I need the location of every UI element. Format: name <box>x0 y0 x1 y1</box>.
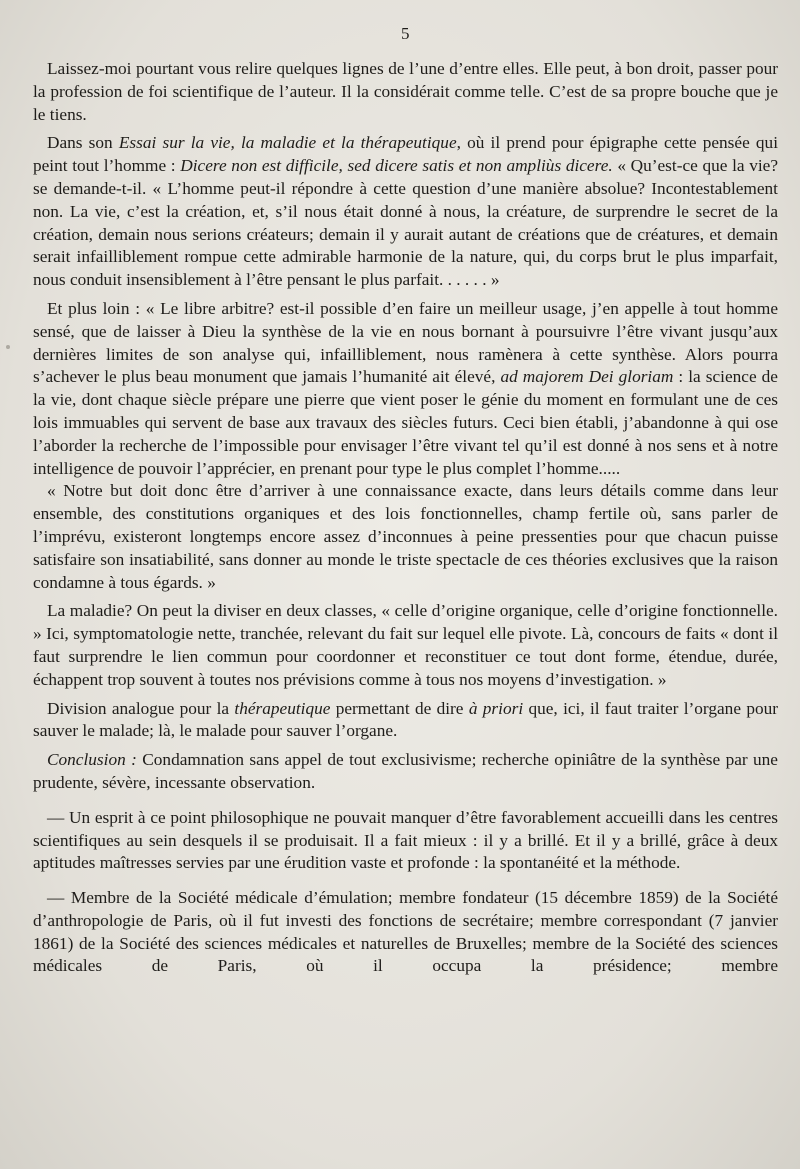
paragraph-1: Laissez-moi pourtant vous relire quelques lignes de l’une d’entre elles. Elle peut, à bon droit, passer pour la profession de foi scientifique de l’auteur. Il la considérait comme telle. C’est de sa propre bouche que je le tiens. <box>33 59 778 124</box>
paragraph-2-text-a: Dans son <box>47 133 119 153</box>
paragraph-3-text-a: Et plus loin : « Le libre arbitre? est-il possible d’en faire un meilleur usage, j’en appelle à tout homme sensé, que de laisser à Dieu la synthèse de la vie en nous bornant à poursuivre l’être vivant jusqu’aux dernières limites de son analyse qui, infailliblement, nous ramènera à cette synthèse. Alors pourra s’achever le plus beau monument que jamais l’humanité ait élevé, <box>33 298 778 387</box>
page-number: 5 <box>401 24 410 43</box>
ink-blot <box>6 345 10 349</box>
paragraph-2 <box>33 132 778 292</box>
paragraph-3-text-b: : la science de la vie, dont chaque siècle prépare une pierre que vient poser le génie du moment en formulant une de ces lois immuables qui servent de base aux travaux des siècles futurs. Ceci bien établi, j’abandonne à qui ose l’aborder la recherche de l’impossible pour envisager l’être vivant tel qu’il est donné à nos sens et à notre intelligence de pouvoir l’apprécier, en prenant pour type le plus complet l’homme..... <box>33 367 778 478</box>
conclusion-text: Condamnation sans appel de tout exclusivisme; recherche opiniâtre de la synthèse par une prudente, sévère, incessante observation. <box>33 750 778 792</box>
paragraph-8: — Un esprit à ce point philosophique ne pouvait manquer d’être favorablement accueilli dans les centres scientifiques au sein desquels il se produisait. Il a fait mieux : il y a brillé. Et il y a brillé, grâce à deux aptitudes maîtresses servies par une érudition vaste et profonde : la spontanéité et la méthode. <box>33 807 778 873</box>
latin-epigraph: Dicere non est difficile, sed dicere satis et non ampliùs dicere. <box>180 156 613 176</box>
paragraph-6-text-c: que, ici, il faut traiter l’organe pour sauver le malade; là, le malade pour sauver l’organe. <box>33 698 778 741</box>
paragraph-6-text-a: Division analogue pour la <box>47 698 235 718</box>
conclusion-label: Conclusion : <box>47 750 137 770</box>
therapeutique-word: thérapeutique <box>234 698 331 718</box>
page-body <box>33 58 778 978</box>
paragraph-2-text-c: « Qu’est-ce que la vie? se demande-t-il. « L’homme peut-il répondre à cette question d’une manière absolue? Incontestablement non. La vie, c’est la création, et, s’il nous était donné à nous, la créature, de surprendre le secret de la création, demain nous serions créateurs; demain il y aurait autant de créations que de créatures, et demain serait infailliblement rompue cette admirable harmonie de la nature, qui, du corps brut le plus imparfait, nous conduit insensiblement à l’être pensant le plus parfait. . . . . . » <box>33 156 778 290</box>
paragraph-3 <box>33 298 778 480</box>
paragraph-6 <box>33 698 778 744</box>
essay-title: Essai sur la vie, la maladie et la thérapeutique <box>118 133 457 153</box>
paragraph-9: — Membre de la Société médicale d’émulation; membre fondateur (15 décembre 1859) de la Société d’anthropologie de Paris, où il fut investi des fonctions de secrétaire; membre correspondant (7 janvier 1861) de la Société des sciences médicales et naturelles de Bruxelles; membre de la Société des sciences médicales de Paris, où il occupa la présidence; membre <box>33 888 778 976</box>
paragraph-7 <box>33 749 778 795</box>
paragraph-6-text-b: permettant de dire <box>330 698 469 718</box>
paragraph-2-text-b: , où il prend pour épigraphe cette pensée qui peint tout l’homme : <box>33 133 778 176</box>
paragraph-5: La maladie? On peut la diviser en deux classes, « celle d’origine organique, celle d’origine fonctionnelle. » Ici, symptomatologie nette, tranchée, relevant du fait sur lequel elle pivote. Là, concours de faits « dont il faut surprendre le lien commun pour coordonner et reconstituer ce tout dont forme, étendue, durée, échappent trop souvent à toutes nos prévisions comme à tous nos moyens d’investigation. » <box>33 601 778 689</box>
a-priori-phrase: à priori <box>468 698 524 718</box>
paragraph-4: « Notre but doit donc être d’arriver à une connaissance exacte, dans leurs détails comme dans leur ensemble, des constitutions organiques et des lois fonctionnelles, champ fertile où, sans parler de l’imprévu, existeront longtemps encore assez d’inconnues à peine pressenties pour que chacun puisse satisfaire son insatiabilité, sans donner au monde le triste spectacle de ces théories exclusives que la raison condamne à tous égards. » <box>33 481 778 592</box>
latin-phrase: ad majorem Dei gloriam <box>500 367 674 387</box>
